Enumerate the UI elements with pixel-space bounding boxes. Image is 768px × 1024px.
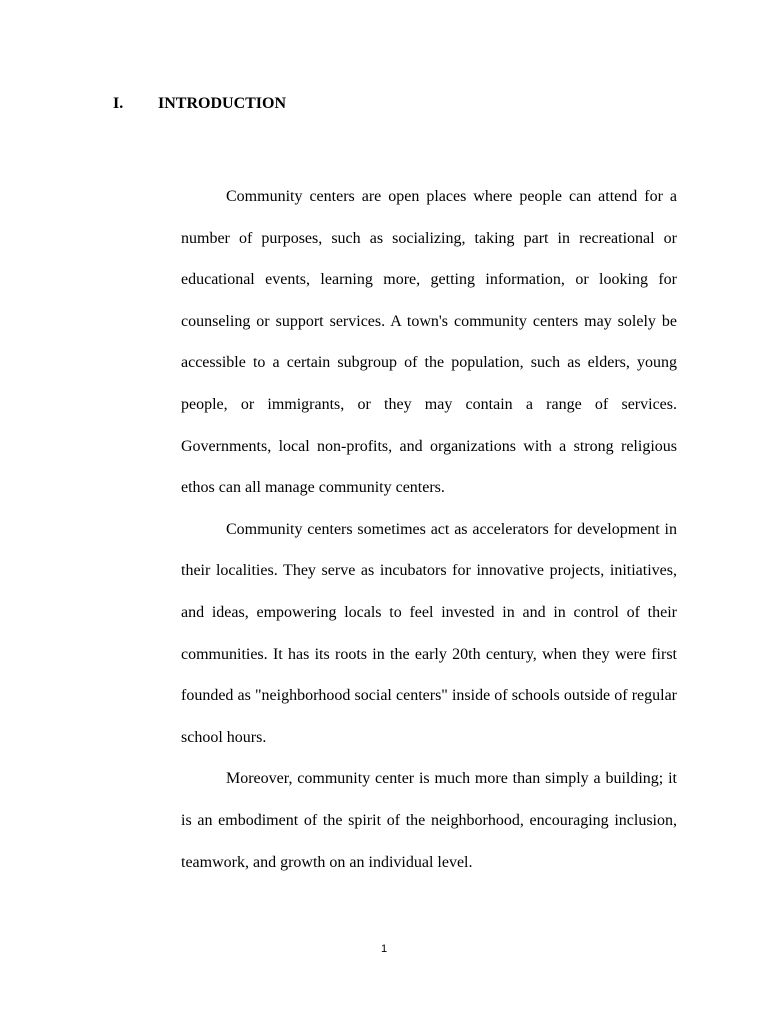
section-number: I. [113, 95, 124, 112]
page-number: 1 [380, 943, 388, 955]
paragraph: Moreover, community center is much more than simply a building; it is an embodiment of the spirit of the neighborhood, encouraging inclusion, teamwork, and growth on an individual level. [181, 770, 677, 871]
body-text [181, 176, 677, 883]
paragraph: Community centers sometimes act as accelerators for development in their localities. They serve as incubators for innovative projects, initiatives, and ideas, empowering locals to feel invested in and in control of their communities. It has its roots in the early 20th century, when they were first founded as "neighborhood social centers" inside of schools outside of regular school hours. [181, 520, 677, 746]
paragraph: Community centers are open places where people can attend for a number of purposes, such as socializing, taking part in recreational or educational events, learning more, getting information, or looking for counseling or support services. A town's community centers may solely be accessible to a certain subgroup of the population, such as elders, young people, or immigrants, or they may contain a range of services. Governments, local non-profits, and organizations with a strong religious ethos can all manage community centers. [181, 188, 677, 497]
section-title: INTRODUCTION [158, 95, 287, 112]
